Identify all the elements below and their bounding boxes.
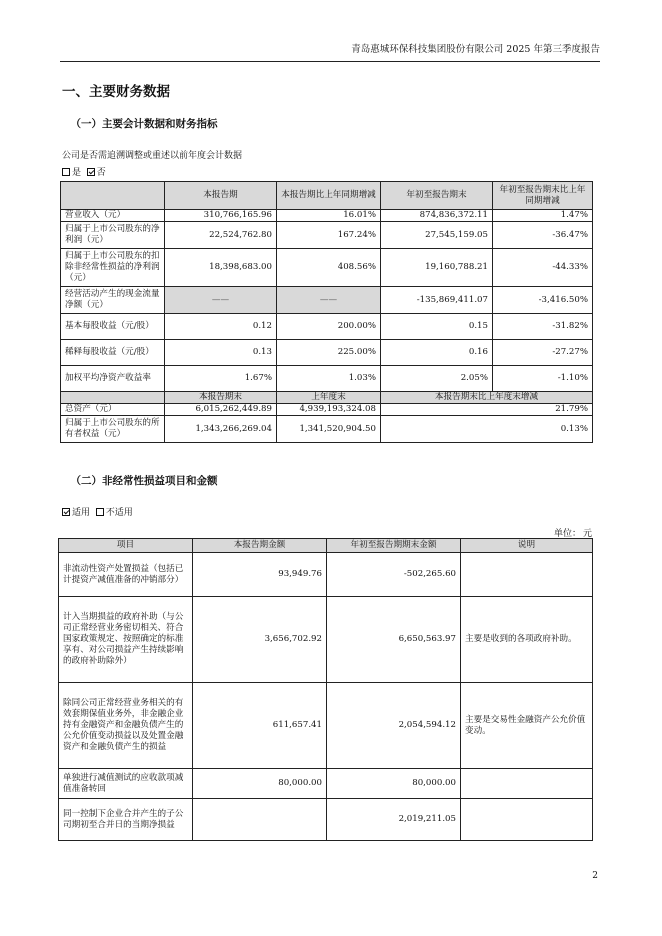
item-cell: 同一控制下企业合并产生的子公司期初至合并日的当期净损益 bbox=[59, 799, 193, 841]
row-label: 营业收入（元） bbox=[61, 210, 165, 222]
cell-value: -27.27% bbox=[493, 340, 593, 366]
cell-value: 3,656,702.92 bbox=[193, 597, 327, 683]
item-cell: 除同公司正常经营业务相关的有效套期保值业务外，非金融企业持有金融资产和金融负债产生的公允价值变动损益以及处置金融资产和金融负债产生的损益 bbox=[59, 683, 193, 769]
subsection-label: 非经常性损益项目和金额 bbox=[102, 475, 218, 487]
row-label: 稀释每股收益（元/股） bbox=[61, 340, 165, 366]
row-label: 归属于上市公司股东的净利润（元） bbox=[61, 222, 165, 249]
cell-value bbox=[193, 799, 327, 841]
cell-value: 21.79% bbox=[381, 404, 593, 416]
note-cell bbox=[461, 799, 593, 841]
cell-value: 6,650,563.97 bbox=[327, 597, 461, 683]
note-cell bbox=[461, 553, 593, 597]
section-title: 一、主要财务数据 bbox=[62, 84, 170, 100]
cell-value: 2,019,211.05 bbox=[327, 799, 461, 841]
table-row bbox=[61, 287, 593, 314]
option-yes-label: 是 bbox=[72, 168, 82, 178]
row-label: 归属于上市公司股东的所有者权益（元） bbox=[61, 416, 165, 443]
col-header: 年初至报告期期末金额 bbox=[327, 539, 461, 553]
unit-value: 元 bbox=[582, 529, 592, 539]
header-blank bbox=[61, 392, 165, 404]
table-row bbox=[59, 597, 593, 683]
cell-value: -1.10% bbox=[493, 366, 593, 392]
unit-prefix: 单位： bbox=[553, 529, 581, 539]
cell-value: 0.13 bbox=[165, 340, 277, 366]
header-blank bbox=[61, 182, 165, 210]
note-cell: 主要是收到的各项政府补助。 bbox=[461, 597, 593, 683]
note-cell: 主要是交易性金融资产公允价值变动。 bbox=[461, 683, 593, 769]
cell-value: 167.24% bbox=[277, 222, 381, 249]
subsection-title-2 bbox=[66, 473, 218, 488]
cell-value: 0.13% bbox=[381, 416, 593, 443]
non-recurring-table bbox=[58, 538, 593, 841]
table-row bbox=[59, 799, 593, 841]
option-no-label: 否 bbox=[96, 168, 106, 178]
col-header: 项目 bbox=[59, 539, 193, 553]
item-cell: 单独进行减值测试的应收款项减值准备转回 bbox=[59, 769, 193, 799]
table-row bbox=[59, 683, 593, 769]
cell-value: 16.01% bbox=[277, 210, 381, 222]
row-label: 加权平均净资产收益率 bbox=[61, 366, 165, 392]
col-header: 本报告期 bbox=[165, 182, 277, 210]
cell-value: -44.33% bbox=[493, 249, 593, 287]
table-row bbox=[61, 210, 593, 222]
option-not-applicable-label: 不适用 bbox=[105, 508, 133, 518]
cell-value: —— bbox=[165, 287, 277, 314]
checkbox-not-applicable[interactable] bbox=[96, 508, 104, 516]
table-row bbox=[59, 553, 593, 597]
table-row bbox=[61, 404, 593, 416]
cell-value: -31.82% bbox=[493, 314, 593, 340]
table-row bbox=[61, 222, 593, 249]
cell-value: 80,000.00 bbox=[193, 769, 327, 799]
cell-value: 2,054,594.12 bbox=[327, 683, 461, 769]
cell-value: -135,869,411.07 bbox=[381, 287, 493, 314]
row-label: 经营活动产生的现金流量净额（元） bbox=[61, 287, 165, 314]
cell-value: 1.47% bbox=[493, 210, 593, 222]
cell-value: 0.12 bbox=[165, 314, 277, 340]
col-header: 本报告期末比上年度末增减 bbox=[381, 392, 593, 404]
col-header: 说明 bbox=[461, 539, 593, 553]
cell-value: 22,524,762.80 bbox=[165, 222, 277, 249]
cell-value: 4,939,193,324.08 bbox=[277, 404, 381, 416]
cell-value: 1.67% bbox=[165, 366, 277, 392]
cell-value: -3,416.50% bbox=[493, 287, 593, 314]
cell-value: 1,341,520,904.50 bbox=[277, 416, 381, 443]
cell-value: 611,657.41 bbox=[193, 683, 327, 769]
option-applicable-label: 适用 bbox=[72, 508, 91, 518]
col-header: 本报告期末 bbox=[165, 392, 277, 404]
subsection-number: （一） bbox=[70, 118, 102, 130]
subsection-label: 主要会计数据和财务指标 bbox=[102, 118, 218, 130]
row-label: 总资产（元） bbox=[61, 404, 165, 416]
cell-value: —— bbox=[277, 287, 381, 314]
applicable-options bbox=[62, 505, 133, 518]
cell-value: 80,000.00 bbox=[327, 769, 461, 799]
col-header: 年初至报告期末比上年同期增减 bbox=[493, 182, 593, 210]
table-row bbox=[61, 314, 593, 340]
table-row bbox=[61, 340, 593, 366]
cell-value: 6,015,262,449.89 bbox=[165, 404, 277, 416]
cell-value: -36.47% bbox=[493, 222, 593, 249]
item-cell: 计入当期损益的政府补助（与公司正常经营业务密切相关、符合国家政策规定、按照确定的标准享有、对公司损益产生持续影响的政府补助除外） bbox=[59, 597, 193, 683]
checkbox-applicable[interactable] bbox=[62, 508, 70, 516]
cell-value: 310,766,165.96 bbox=[165, 210, 277, 222]
cell-value: 2.05% bbox=[381, 366, 493, 392]
cell-value: 0.15 bbox=[381, 314, 493, 340]
col-header: 上年度末 bbox=[277, 392, 381, 404]
item-cell: 非流动性资产处置损益（包括已计提资产减值准备的冲销部分） bbox=[59, 553, 193, 597]
col-header: 本报告期比上年同期增减 bbox=[277, 182, 381, 210]
cell-value: 200.00% bbox=[277, 314, 381, 340]
cell-value: 0.16 bbox=[381, 340, 493, 366]
subsection-title-1 bbox=[66, 116, 218, 131]
cell-value: 93,949.76 bbox=[193, 553, 327, 597]
cell-value: 18,398,683.00 bbox=[165, 249, 277, 287]
cell-value: 1.03% bbox=[277, 366, 381, 392]
page-number: 2 bbox=[592, 871, 598, 881]
cell-value: 1,343,266,269.04 bbox=[165, 416, 277, 443]
table-row bbox=[61, 416, 593, 443]
col-header: 年初至报告期末 bbox=[381, 182, 493, 210]
row-label: 归属于上市公司股东的扣除非经常性损益的净利润（元） bbox=[61, 249, 165, 287]
cell-value: 27,545,159.05 bbox=[381, 222, 493, 249]
subsection-number: （二） bbox=[70, 475, 102, 487]
cell-value: 874,836,372.11 bbox=[381, 210, 493, 222]
table-row bbox=[61, 249, 593, 287]
table-row bbox=[59, 769, 593, 799]
checkbox-no[interactable] bbox=[87, 168, 95, 176]
page-header: 青岛惠城环保科技集团股份有限公司 2025 年第三季度报告 bbox=[60, 43, 600, 62]
checkbox-yes[interactable] bbox=[62, 168, 70, 176]
cell-value: 408.56% bbox=[277, 249, 381, 287]
cell-value: -502,265.60 bbox=[327, 553, 461, 597]
restatement-question: 公司是否需追溯调整或重述以前年度会计数据 bbox=[62, 151, 243, 161]
table-row bbox=[61, 366, 593, 392]
financial-data-table bbox=[60, 181, 593, 443]
restatement-options bbox=[62, 165, 106, 178]
cell-value: 225.00% bbox=[277, 340, 381, 366]
note-cell bbox=[461, 769, 593, 799]
cell-value: 19,160,788.21 bbox=[381, 249, 493, 287]
row-label: 基本每股收益（元/股） bbox=[61, 314, 165, 340]
col-header: 本报告期金额 bbox=[193, 539, 327, 553]
